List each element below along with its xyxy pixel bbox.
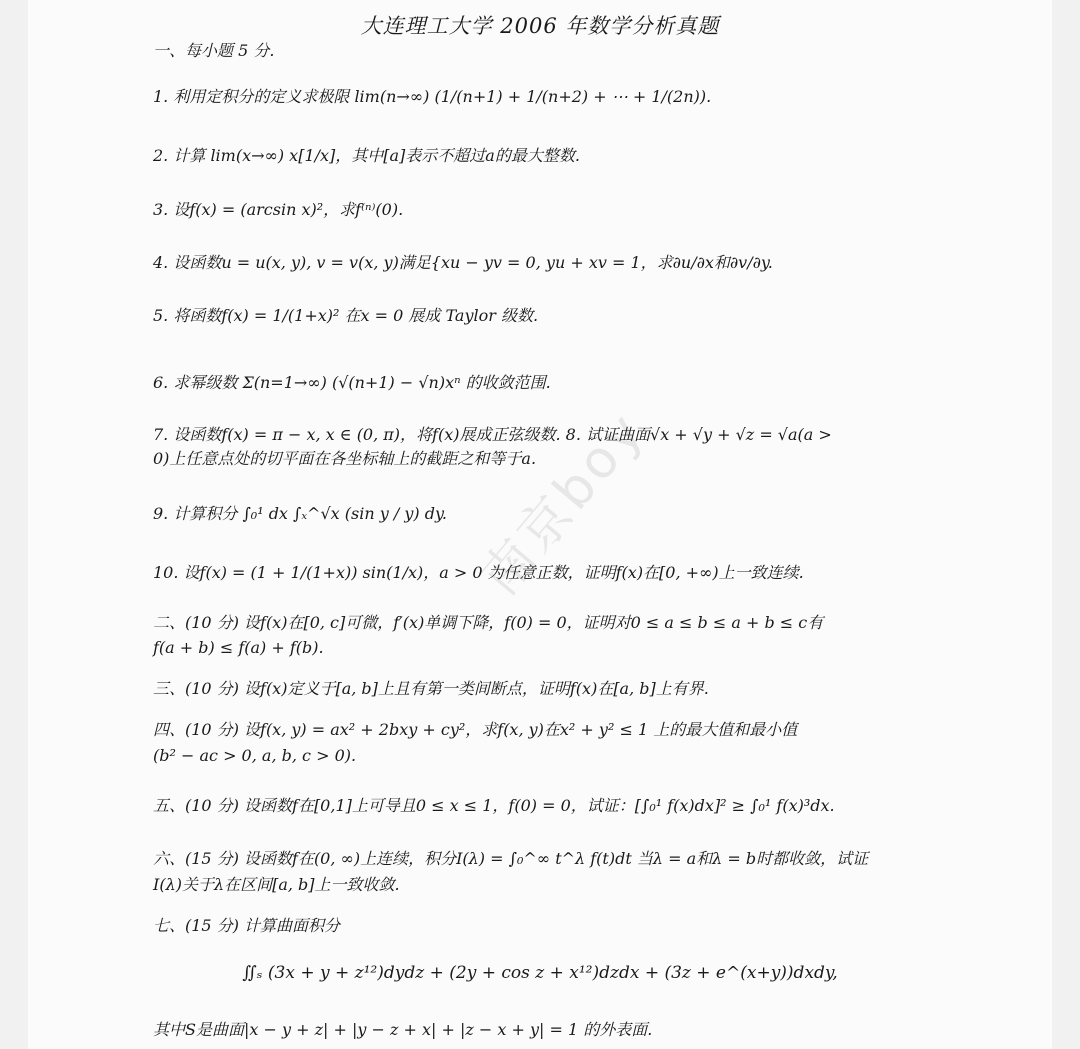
section-five: 五、(10 分) 设函数f在[0,1]上可导且0 ≤ x ≤ 1，f(0) = 0，试证：[∫₀¹ f(x)dx]² ≥ ∫₀¹ f(x)³dx. xyxy=(153,796,835,815)
section-six-cont: I(λ)关于λ在区间[a, b]上一致收敛. xyxy=(153,875,400,894)
problem-3: 3. 设f(x) = (arcsin x)²，求f⁽ⁿ⁾(0). xyxy=(153,200,404,219)
watermark: 南京boy xyxy=(469,400,658,607)
problem-1: 1. 利用定积分的定义求极限 lim(n→∞) (1/(n+1) + 1/(n+2) + ⋯ + 1/(2n)). xyxy=(153,87,712,106)
section-two: 二、(10 分) 设f(x)在[0, c]可微，f′(x)单调下降，f(0) = 0，证明对0 ≤ a ≤ b ≤ a + b ≤ c有 xyxy=(153,613,824,632)
problem-10: 10. 设f(x) = (1 + 1/(1+x)) sin(1/x)，a > 0 为任意正数，证明f(x)在[0, +∞)上一致连续. xyxy=(153,563,804,582)
section-two-cont: f(a + b) ≤ f(a) + f(b). xyxy=(153,638,324,657)
section-six: 六、(15 分) 设函数f在(0, ∞)上连续，积分I(λ) = ∫₀^∞ t^λ f(t)dt 当λ = a和λ = b时都收敛，试证 xyxy=(153,849,869,868)
problem-6: 6. 求幂级数 Σ(n=1→∞) (√(n+1) − √n)xⁿ 的收敛范围. xyxy=(153,373,551,392)
section-seven-cont: 其中S是曲面|x − y + z| + |y − z + x| + |z − x + y| = 1 的外表面. xyxy=(153,1020,653,1039)
problem-4: 4. 设函数u = u(x, y), v = v(x, y)满足{xu − yv = 0, yu + xv = 1，求∂u/∂x和∂v/∂y. xyxy=(153,253,773,272)
page-title: 大连理工大学 2006 年数学分析真题 xyxy=(360,14,720,38)
section-three: 三、(10 分) 设f(x)定义于[a, b]上且有第一类间断点，证明f(x)在[a, b]上有界. xyxy=(153,679,709,698)
problem-5: 5. 将函数f(x) = 1/(1+x)² 在x = 0 展成 Taylor 级数. xyxy=(153,306,539,325)
section-seven: 七、(15 分) 计算曲面积分 xyxy=(153,916,341,935)
problem-9: 9. 计算积分 ∫₀¹ dx ∫ₓ^√x (sin y / y) dy. xyxy=(153,504,447,523)
section-four-cont: (b² − ac > 0, a, b, c > 0). xyxy=(153,746,357,765)
section-four: 四、(10 分) 设f(x, y) = ax² + 2bxy + cy²，求f(x, y)在x² + y² ≤ 1 上的最大值和最小值 xyxy=(153,720,798,739)
problem-2: 2. 计算 lim(x→∞) x[1/x]，其中[a]表示不超过a的最大整数. xyxy=(153,146,580,165)
problem-8-cont: 0)上任意点处的切平面在各坐标轴上的截距之和等于a. xyxy=(153,449,537,468)
surface-integral-equation: ∬ₛ (3x + y + z¹²)dydz + (2y + cos z + x¹²)dzdx + (3z + e^(x+y))dxdy, xyxy=(242,963,838,983)
section-one-heading: 一、每小题 5 分. xyxy=(153,41,275,60)
problem-7-8: 7. 设函数f(x) = π − x, x ∈ (0, π)，将f(x)展成正弦级数. 8. 试证曲面√x + √y + √z = √a(a > xyxy=(153,425,832,444)
